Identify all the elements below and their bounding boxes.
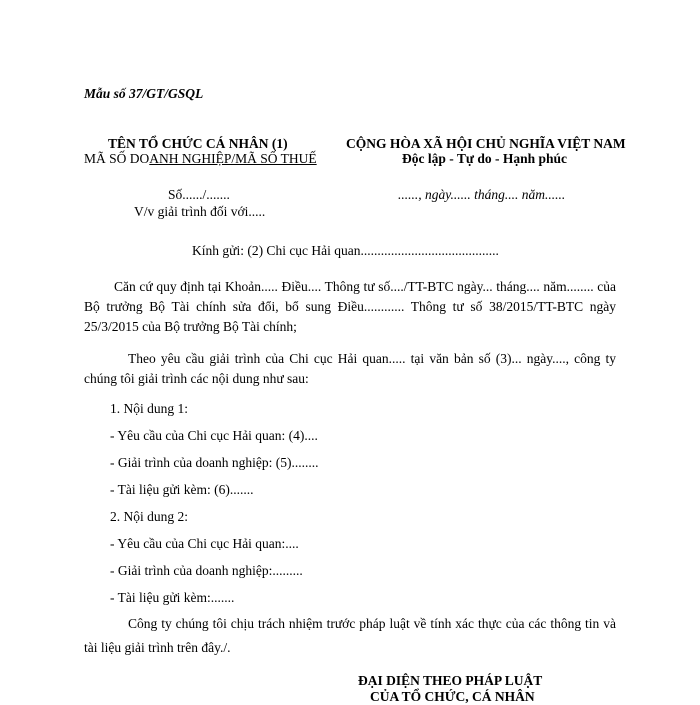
form-code: Mẫu số 37/GT/GSQL — [84, 86, 204, 101]
commitment-paragraph — [84, 612, 616, 660]
signature-title-2: CỦA TỔ CHỨC, CÁ NHÂN — [370, 689, 535, 704]
item-explanation-2: - Giải trình của doanh nghiệp:......... — [110, 563, 303, 578]
legal-basis-text: Căn cứ quy định tại Khoản..... Điều.... Thông tư số..../TT-BTC ngày... tháng.... năm........ của Bộ trưởng Bộ Tài chính sửa đổi, bổ sung Điều............ Thông tư số 38/2015/TT-BTC ngày 25/3/2015 của Bộ trưởng Bộ Tài chính; — [84, 279, 616, 334]
item-attachment-2: - Tài liệu gửi kèm:....... — [110, 590, 235, 605]
org-name: TÊN TỔ CHỨC CÁ NHÂN (1) — [108, 136, 288, 151]
item-attachment-1: - Tài liệu gửi kèm: (6)....... — [110, 482, 254, 497]
country-name: CỘNG HÒA XÃ HỘI CHỦ NGHĨA VIỆT NAM — [346, 136, 626, 151]
request-paragraph — [84, 349, 616, 389]
tax-code-prefix: MÃ SỐ DO — [84, 151, 150, 166]
legal-basis-paragraph — [84, 277, 616, 337]
item-request-2: - Yêu cầu của Chi cục Hải quan:.... — [110, 536, 299, 551]
subject-line: V/v giải trình đối với..... — [134, 204, 266, 219]
item-content-1: 1. Nội dung 1: — [110, 401, 189, 416]
doc-number: Số....../....... — [168, 187, 230, 202]
commitment-text: Công ty chúng tôi chịu trách nhiệm trước pháp luật về tính xác thực của các thông tin và tài liệu giải trình trên đây./. — [84, 616, 616, 655]
date-line: ......, ngày...... tháng.... năm...... — [398, 187, 566, 202]
tax-code-line — [84, 151, 317, 167]
motto: Độc lập - Tự do - Hạnh phúc — [402, 151, 568, 166]
request-text: Theo yêu cầu giải trình của Chi cục Hải quan..... tại văn bản số (3)... ngày...., công ty chúng tôi giải trình các nội dung như sau: — [84, 351, 616, 386]
item-request-1: - Yêu cầu của Chi cục Hải quan: (4).... — [110, 428, 318, 443]
recipient-line: Kính gửi: (2) Chi cục Hải quan......................................... — [192, 243, 499, 258]
item-content-2: 2. Nội dung 2: — [110, 509, 189, 524]
signature-title-1: ĐẠI DIỆN THEO PHÁP LUẬT — [358, 673, 543, 688]
item-explanation-1: - Giải trình của doanh nghiệp: (5)........ — [110, 455, 319, 470]
tax-code-underlined: ANH NGHIỆP/MÃ SỐ THUẾ — [149, 151, 317, 166]
